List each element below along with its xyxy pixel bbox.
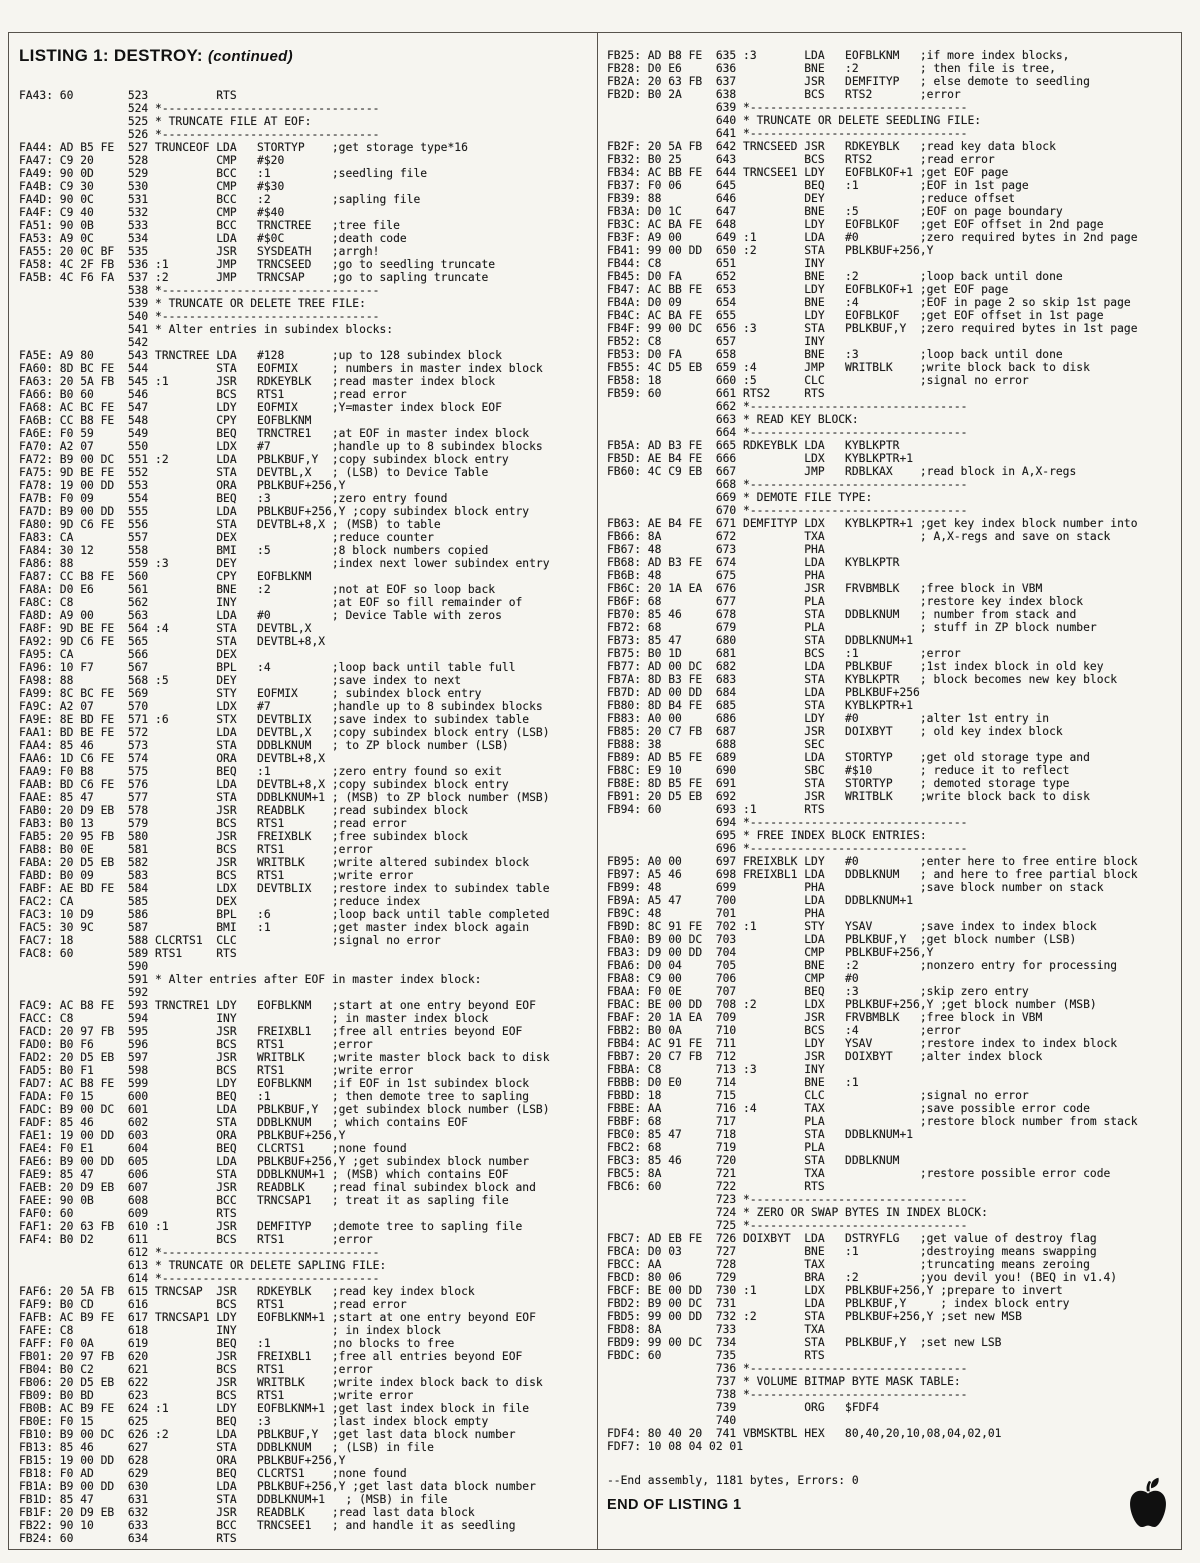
code-line: FBAA: F0 0E 707 BEQ :3 ;skip zero entry [607, 985, 1029, 998]
code-line: FBC6: 60 722 RTS [607, 1180, 825, 1193]
code-line: FA99: 8C BC FE 569 STY EOFMIX ; subindex block entry [19, 687, 482, 700]
code-line: FBCD: 80 06 729 BRA :2 ;you devil you! (BEQ in v1.4) [607, 1271, 1118, 1284]
code-line: 540 *-------------------------------- [19, 310, 380, 323]
code-line: FB15: 19 00 DD 628 ORA PBLKBUF+256,Y [19, 1454, 346, 1467]
code-line: FB10: B9 00 DC 626 :2 LDA PBLKBUF,Y ;get last data block number [19, 1428, 516, 1441]
code-line: FB91: 20 D5 EB 692 JSR WRITBLK ;write block back to disk [607, 790, 1090, 803]
code-line: FA4B: C9 30 530 CMP #$30 [19, 180, 285, 193]
code-line: FAD7: AC B8 FE 599 LDY EOFBLKNM ;if EOF in 1st subindex block [19, 1077, 530, 1090]
code-line: FA66: B0 60 546 BCS RTS1 ;read error [19, 388, 407, 401]
code-line: 641 *-------------------------------- [607, 127, 968, 140]
code-line: FA6E: F0 59 549 BEQ TRNCTRE1 ;at EOF in master index block [19, 427, 530, 440]
code-line: FBA6: D0 04 705 BNE :2 ;nonzero entry for processing [607, 959, 1118, 972]
code-line: FA53: A9 0C 534 LDA #$0C ;death code [19, 232, 407, 245]
code-line: FAF4: B0 D2 611 BCS RTS1 ;error [19, 1233, 373, 1246]
code-line: FB75: B0 1D 681 BCS :1 ;error [607, 647, 961, 660]
code-line: FB63: AE B4 FE 671 DEMFITYP LDX KYBLKPTR+1 ;get key index block number into [607, 517, 1138, 530]
code-line: FB8E: 8D B5 FE 691 STA STORTYP ; demoted storage type [607, 777, 1070, 790]
code-line: 592 [19, 986, 149, 999]
code-line: FAA1: BD BE FE 572 LDA DEVTBL,X ;copy subindex block entry (LSB) [19, 726, 550, 739]
code-line: FBD2: B9 00 DC 731 LDA PBLKBUF,Y ; index block entry [607, 1297, 1070, 1310]
code-line: FAA9: F0 B8 575 BEQ :1 ;zero entry found so exit [19, 765, 502, 778]
code-line: FA92: 9D C6 FE 565 STA DEVTBL+8,X [19, 635, 326, 648]
code-line: 612 *-------------------------------- [19, 1246, 380, 1259]
code-line: FB01: 20 97 FB 620 JSR FREIXBL1 ;free all entries beyond EOF [19, 1350, 523, 1363]
code-line: 663 * READ KEY BLOCK: [607, 413, 859, 426]
code-line: FAA6: 1D C6 FE 574 ORA DEVTBL+8,X [19, 752, 326, 765]
code-line: 670 *-------------------------------- [607, 504, 968, 517]
code-line: FB55: 4C D5 EB 659 :4 JMP WRITBLK ;write block back to disk [607, 361, 1090, 374]
code-line: FB99: 48 699 PHA ;save block number on stack [607, 881, 1104, 894]
code-line: FADA: F0 15 600 BEQ :1 ; then demote tree to sapling [19, 1090, 530, 1103]
code-line: FA8F: 9D BE FE 564 :4 STA DEVTBL,X [19, 622, 312, 635]
code-line: FB4A: D0 09 654 BNE :4 ;EOF in page 2 so skip 1st page [607, 296, 1131, 309]
code-line: FB0B: AC B9 FE 624 :1 LDY EOFBLKNM+1 ;get last index block in file [19, 1402, 530, 1415]
code-line: FBC5: 8A 721 TXA ;restore possible error code [607, 1167, 1111, 1180]
code-line: FBB7: 20 C7 FB 712 JSR DOIXBYT ;alter index block [607, 1050, 1043, 1063]
code-line: FAC7: 18 588 CLCRTS1 CLC ;signal no error [19, 934, 441, 947]
code-line: FB6F: 68 677 PLA ;restore key index block [607, 595, 1084, 608]
code-line: 538 *-------------------------------- [19, 284, 380, 297]
code-line: FAF0: 60 609 RTS [19, 1207, 237, 1220]
code-line: FAE4: F0 E1 604 BEQ CLCRTS1 ;none found [19, 1142, 407, 1155]
code-line: FAB0: 20 D9 EB 578 JSR READBLK ;read subindex block [19, 804, 468, 817]
code-line: FB8C: E9 10 690 SBC #$10 ; reduce it to reflect [607, 764, 1070, 777]
code-line: FBD9: 99 00 DC 734 STA PBLKBUF,Y ;set new LSB [607, 1336, 1002, 1349]
code-line: FB24: 60 634 RTS [19, 1532, 237, 1545]
code-line: FB09: B0 BD 623 BCS RTS1 ;write error [19, 1389, 414, 1402]
code-column-left [19, 89, 550, 1545]
code-line: FBC2: 68 719 PLA [607, 1141, 825, 1154]
code-line: FDF7: 10 08 04 02 01 [607, 1440, 744, 1453]
apple-logo-icon [1127, 1477, 1169, 1533]
code-line: FB95: A0 00 697 FREIXBLK LDY #0 ;enter here to free entire block [607, 855, 1138, 868]
code-line: FB94: 60 693 :1 RTS [607, 803, 825, 816]
code-line: FA75: 9D BE FE 552 STA DEVTBL,X ; (LSB) to Device Table [19, 466, 489, 479]
code-line: FA44: AD B5 FE 527 TRUNCEOF LDA STORTYP ;get storage type*16 [19, 141, 468, 154]
code-line: FB1F: 20 D9 EB 632 JSR READBLK ;read last data block [19, 1506, 475, 1519]
code-line: FB73: 85 47 680 STA DDBLKNUM+1 [607, 634, 914, 647]
code-line: FB6C: 20 1A EA 676 JSR FRVBMBLK ;free block in VBM [607, 582, 1043, 595]
code-line: FB37: F0 06 645 BEQ :1 ;EOF in 1st page [607, 179, 1029, 192]
column-divider [597, 33, 598, 1549]
code-line: FAF6: 20 5A FB 615 TRNCSAP JSR RDKEYBLK ;read key index block [19, 1285, 475, 1298]
code-line: FB3A: D0 1C 647 BNE :5 ;EOF on page boundary [607, 205, 1063, 218]
code-line: FAFE: C8 618 INY ; in index block [19, 1324, 441, 1337]
code-line: 590 [19, 960, 149, 973]
code-line: FACD: 20 97 FB 595 JSR FREIXBL1 ;free all entries beyond EOF [19, 1025, 523, 1038]
code-line: FBD8: 8A 733 TXA [607, 1323, 825, 1336]
code-line: FA96: 10 F7 567 BPL :4 ;loop back until table full [19, 661, 516, 674]
code-line: FB67: 48 673 PHA [607, 543, 825, 556]
code-line: 694 *-------------------------------- [607, 816, 968, 829]
code-line: FABF: AE BD FE 584 LDX DEVTBLIX ;restore index to subindex table [19, 882, 550, 895]
code-line: FADF: 85 46 602 STA DDBLKNUM ; which contains EOF [19, 1116, 468, 1129]
code-line: 524 *-------------------------------- [19, 102, 380, 115]
code-line: FB7D: AD 00 DD 684 LDA PBLKBUF+256 [607, 686, 920, 699]
code-line: FBA8: C9 00 706 CMP #0 [607, 972, 859, 985]
code-line: 591 * Alter entries after EOF in master index block: [19, 973, 482, 986]
code-line: FB89: AD B5 FE 689 LDA STORTYP ;get old storage type and [607, 751, 1090, 764]
code-line: FA5B: 4C F6 FA 537 :2 JMP TRNCSAP ;go to sapling truncate [19, 271, 489, 284]
code-line: 541 * Alter entries in subindex blocks: [19, 323, 394, 336]
code-line: FBBB: D0 E0 714 BNE :1 [607, 1076, 859, 1089]
code-line: FAF9: B0 CD 616 BCS RTS1 ;read error [19, 1298, 407, 1311]
code-line: FA47: C9 20 528 CMP #$20 [19, 154, 285, 167]
code-line: FAE9: 85 47 606 STA DDBLKNUM+1 ; (MSB) which contains EOF [19, 1168, 509, 1181]
code-line: FAC3: 10 D9 586 BPL :6 ;loop back until table completed [19, 908, 550, 921]
code-line: FA63: 20 5A FB 545 :1 JSR RDKEYBLK ;read master index block [19, 375, 496, 388]
code-line: FBBF: 68 717 PLA ;restore block number from stack [607, 1115, 1138, 1128]
code-line: FB18: F0 AD 629 BEQ CLCRTS1 ;none found [19, 1467, 407, 1480]
code-line: 725 *-------------------------------- [607, 1219, 968, 1232]
code-line: FB1D: 85 47 631 STA DDBLKNUM+1 ; (MSB) in file [19, 1493, 448, 1506]
code-line: FB2D: B0 2A 638 BCS RTS2 ;error [607, 88, 961, 101]
code-line: 696 *-------------------------------- [607, 842, 968, 855]
code-line: FBCC: AA 728 TAX ;truncating means zeroing [607, 1258, 1090, 1271]
code-line: FB9A: A5 47 700 LDA DDBLKNUM+1 [607, 894, 914, 907]
code-line: FAAB: BD C6 FE 576 LDA DEVTBL+8,X ;copy subindex block entry [19, 778, 509, 791]
code-line: FBCA: D0 03 727 BNE :1 ;destroying means swapping [607, 1245, 1097, 1258]
code-line: FA58: 4C 2F FB 536 :1 JMP TRNCSEED ;go to seedling truncate [19, 258, 496, 271]
code-line: FAEE: 90 0B 608 BCC TRNCSAP1 ; treat it as sapling file [19, 1194, 509, 1207]
code-line: FB77: AD 00 DC 682 LDA PBLKBUF ;1st index block in old key [607, 660, 1104, 673]
code-line: FAD2: 20 D5 EB 597 JSR WRITBLK ;write master block back to disk [19, 1051, 550, 1064]
code-line: FAC9: AC B8 FE 593 TRNCTRE1 LDY EOFBLKNM ;start at one entry beyond EOF [19, 999, 536, 1012]
code-line: FAD0: B0 F6 596 BCS RTS1 ;error [19, 1038, 373, 1051]
code-line: FBBA: C8 713 :3 INY [607, 1063, 825, 1076]
code-line: FB44: C8 651 INY [607, 257, 825, 270]
code-line: FBDC: 60 735 RTS [607, 1349, 825, 1362]
code-line: FA4D: 90 0C 531 BCC :2 ;sapling file [19, 193, 421, 206]
code-line: 542 [19, 336, 149, 349]
code-line: FA55: 20 0C BF 535 JSR SYSDEATH ;arrgh! [19, 245, 380, 258]
listing-continued: (continued) [207, 48, 293, 65]
code-line: FABD: B0 09 583 BCS RTS1 ;write error [19, 869, 414, 882]
code-line: 738 *-------------------------------- [607, 1388, 968, 1401]
code-line: FB32: B0 25 643 BCS RTS2 ;read error [607, 153, 995, 166]
code-line: FB66: 8A 672 TXA ; A,X-regs and save on stack [607, 530, 1111, 543]
code-line: FA8D: A9 00 563 LDA #0 ; Device Table with zeros [19, 609, 502, 622]
code-line: FA72: B9 00 DC 551 :2 LDA PBLKBUF,Y ;copy subindex block entry [19, 453, 509, 466]
code-line: 723 *-------------------------------- [607, 1193, 968, 1206]
listing-frame [8, 32, 1182, 1550]
code-line: 695 * FREE INDEX BLOCK ENTRIES: [607, 829, 927, 842]
code-line: FAD5: B0 F1 598 BCS RTS1 ;write error [19, 1064, 414, 1077]
code-line: 539 * TRUNCATE OR DELETE TREE FILE: [19, 297, 366, 310]
code-line: FB53: D0 FA 658 BNE :3 ;loop back until done [607, 348, 1063, 361]
code-line: FBA3: D9 00 DD 704 CMP PBLKBUF+256,Y [607, 946, 934, 959]
code-line: 737 * VOLUME BITMAP BYTE MASK TABLE: [607, 1375, 961, 1388]
code-line: FB70: 85 46 678 STA DDBLKNUM ; number from stack and [607, 608, 1077, 621]
code-line: FA84: 30 12 558 BMI :5 ;8 block numbers copied [19, 544, 489, 557]
code-line: FAC5: 30 9C 587 BMI :1 ;get master index block again [19, 921, 530, 934]
code-line: FBB4: AC 91 FE 711 LDY YSAV ;restore index to index block [607, 1037, 1118, 1050]
code-line: FB88: 38 688 SEC [607, 738, 825, 751]
code-line: FA6B: CC B8 FE 548 CPY EOFBLKNM [19, 414, 312, 427]
code-line: 613 * TRUNCATE OR DELETE SAPLING FILE: [19, 1259, 387, 1272]
code-line: FBBE: AA 716 :4 TAX ;save possible error code [607, 1102, 1090, 1115]
code-line: FB28: D0 E6 636 BNE :2 ; then file is tree, [607, 62, 1056, 75]
code-line: FA9E: 8E BD FE 571 :6 STX DEVTBLIX ;save index to subindex table [19, 713, 530, 726]
code-line: FB34: AC BB FE 644 TRNCSEE1 LDY EOFBLKOF+1 ;get EOF page [607, 166, 1009, 179]
code-line: 736 *-------------------------------- [607, 1362, 968, 1375]
code-line: FA7B: F0 09 554 BEQ :3 ;zero entry found [19, 492, 448, 505]
code-line: FA5E: A9 80 543 TRNCTREE LDA #128 ;up to 128 subindex block [19, 349, 502, 362]
code-line: FB47: AC BB FE 653 LDY EOFBLKOF+1 ;get EOF page [607, 283, 1009, 296]
code-line: FA43: 60 523 RTS [19, 89, 237, 102]
code-line: FB60: 4C C9 EB 667 JMP RDBLKAX ;read block in A,X-regs [607, 465, 1077, 478]
code-line: FB41: 99 00 DD 650 :2 STA PBLKBUF+256,Y [607, 244, 934, 257]
code-line: FADC: B9 00 DC 601 LDA PBLKBUF,Y ;get subindex block number (LSB) [19, 1103, 550, 1116]
code-line: 669 * DEMOTE FILE TYPE: [607, 491, 873, 504]
code-line: FA70: A2 07 550 LDX #7 ;handle up to 8 subindex blocks [19, 440, 543, 453]
code-line: FACC: C8 594 INY ; in master index block [19, 1012, 489, 1025]
code-line: FA9C: A2 07 570 LDX #7 ;handle up to 8 subindex blocks [19, 700, 543, 713]
code-line: FB13: 85 46 627 STA DDBLKNUM ; (LSB) in file [19, 1441, 434, 1454]
code-line: FB9D: 8C 91 FE 702 :1 STY YSAV ;save index to index block [607, 920, 1097, 933]
code-line: FB4C: AC BA FE 655 LDY EOFBLKOF ;get EOF offset in 1st page [607, 309, 1104, 322]
end-assembly-note: --End assembly, 1181 bytes, Errors: 0 [607, 1474, 859, 1487]
listing-title: LISTING 1: DESTROY: [19, 46, 203, 65]
code-line: FB45: D0 FA 652 BNE :2 ;loop back until done [607, 270, 1063, 283]
code-line: FAEB: 20 D9 EB 607 JSR READBLK ;read final subindex block and [19, 1181, 536, 1194]
code-line: FB59: 60 661 RTS2 RTS [607, 387, 825, 400]
code-line: FAA4: 85 46 573 STA DDBLKNUM ; to ZP block number (LSB) [19, 739, 509, 752]
code-line: FB68: AD B3 FE 674 LDA KYBLKPTR [607, 556, 900, 569]
code-line: FA95: CA 566 DEX [19, 648, 237, 661]
code-line: FAB3: B0 13 579 BCS RTS1 ;read error [19, 817, 407, 830]
code-line: FAAE: 85 47 577 STA DDBLKNUM+1 ; (MSB) to ZP block number (MSB) [19, 791, 550, 804]
code-line: 662 *-------------------------------- [607, 400, 968, 413]
code-line: 640 * TRUNCATE OR DELETE SEEDLING FILE: [607, 114, 982, 127]
code-line: FA60: 8D BC FE 544 STA EOFMIX ; numbers in master index block [19, 362, 543, 375]
code-line: FA83: CA 557 DEX ;reduce counter [19, 531, 434, 544]
code-line: FB97: A5 46 698 FREIXBL1 LDA DDBLKNUM ; and here to free partial block [607, 868, 1138, 881]
code-line: FB25: AD B8 FE 635 :3 LDA EOFBLKNM ;if more index blocks, [607, 49, 1070, 62]
code-line: FB5A: AD B3 FE 665 RDKEYBLK LDA KYBLKPTR [607, 439, 900, 452]
code-line: FB22: 90 10 633 BCC TRNCSEE1 ; and handle it as seedling [19, 1519, 516, 1532]
code-line: FBBD: 18 715 CLC ;signal no error [607, 1089, 1029, 1102]
code-line: FAC2: CA 585 DEX ;reduce index [19, 895, 421, 908]
code-line: FDF4: 80 40 20 741 VBMSKTBL HEX 80,40,20,10,08,04,02,01 [607, 1427, 1002, 1440]
code-line: FABA: 20 D5 EB 582 JSR WRITBLK ;write altered subindex block [19, 856, 530, 869]
code-line: FBC3: 85 46 720 STA DDBLKNUM [607, 1154, 900, 1167]
code-line: FB83: A0 00 686 LDY #0 ;alter 1st entry in [607, 712, 1050, 725]
code-line: FB72: 68 679 PLA ; stuff in ZP block number [607, 621, 1097, 634]
code-line: FA8C: C8 562 INY ;at EOF so fill remainder of [19, 596, 523, 609]
code-line: FAF1: 20 63 FB 610 :1 JSR DEMFITYP ;demote tree to sapling file [19, 1220, 523, 1233]
code-column-right [607, 49, 1138, 1453]
code-line: FA68: AC BC FE 547 LDY EOFMIX ;Y=master index block EOF [19, 401, 502, 414]
code-line: FBAC: BE 00 DD 708 :2 LDX PBLKBUF+256,Y ;get block number (MSB) [607, 998, 1097, 1011]
code-line: FB5D: AE B4 FE 666 LDX KYBLKPTR+1 [607, 452, 914, 465]
page-title [19, 46, 293, 66]
code-line: FA87: CC B8 FE 560 CPY EOFBLKNM [19, 570, 312, 583]
code-line: FA51: 90 0B 533 BCC TRNCTREE ;tree file [19, 219, 400, 232]
code-line: 526 *-------------------------------- [19, 128, 380, 141]
code-line: FB4F: 99 00 DC 656 :3 STA PBLKBUF,Y ;zero required bytes in 1st page [607, 322, 1138, 335]
code-line: FBB2: B0 0A 710 BCS :4 ;error [607, 1024, 961, 1037]
code-line: FB52: C8 657 INY [607, 335, 825, 348]
code-line: 668 *-------------------------------- [607, 478, 968, 491]
code-line: FAFB: AC B9 FE 617 TRNCSAP1 LDY EOFBLKNM+1 ;start at one entry beyond EOF [19, 1311, 536, 1324]
code-line: FA7D: B9 00 DD 555 LDA PBLKBUF+256,Y ;copy subindex block entry [19, 505, 530, 518]
code-line: FA98: 88 568 :5 DEY ;save index to next [19, 674, 462, 687]
code-line: FB80: 8D B4 FE 685 STA KYBLKPTR+1 [607, 699, 914, 712]
code-line: FAB5: 20 95 FB 580 JSR FREIXBLK ;free subindex block [19, 830, 468, 843]
end-of-listing-label: END OF LISTING 1 [607, 1497, 742, 1513]
code-line: 639 *-------------------------------- [607, 101, 968, 114]
code-line: FB39: 88 646 DEY ;reduce offset [607, 192, 1016, 205]
code-line: FB1A: B9 00 DD 630 LDA PBLKBUF+256,Y ;get last data block number [19, 1480, 536, 1493]
code-line: 724 * ZERO OR SWAP BYTES IN INDEX BLOCK: [607, 1206, 988, 1219]
code-line: FAE1: 19 00 DD 603 ORA PBLKBUF+256,Y [19, 1129, 346, 1142]
code-line: FA80: 9D C6 FE 556 STA DEVTBL+8,X ; (MSB) to table [19, 518, 441, 531]
code-line: FA8A: D0 E6 561 BNE :2 ;not at EOF so loop back [19, 583, 496, 596]
code-line: FB06: 20 D5 EB 622 JSR WRITBLK ;write index block back to disk [19, 1376, 543, 1389]
code-line: FAC8: 60 589 RTS1 RTS [19, 947, 237, 960]
code-line: FB04: B0 C2 621 BCS RTS1 ;error [19, 1363, 373, 1376]
code-line: FA4F: C9 40 532 CMP #$40 [19, 206, 285, 219]
code-line: FBD5: 99 00 DD 732 :2 STA PBLKBUF+256,Y ;set new MSB [607, 1310, 1022, 1323]
code-line: FB3F: A9 00 649 :1 LDA #0 ;zero required bytes in 2nd page [607, 231, 1138, 244]
code-line: FBC7: AD EB FE 726 DOIXBYT LDA DSTRYFLG ;get value of destroy flag [607, 1232, 1097, 1245]
code-line: FBCF: BE 00 DD 730 :1 LDX PBLKBUF+256,Y ;prepare to invert [607, 1284, 1063, 1297]
code-line: FB85: 20 C7 FB 687 JSR DOIXBYT ; old key index block [607, 725, 1063, 738]
code-line: FB58: 18 660 :5 CLC ;signal no error [607, 374, 1029, 387]
code-line: 664 *-------------------------------- [607, 426, 968, 439]
code-line: 614 *-------------------------------- [19, 1272, 380, 1285]
code-line: FBAF: 20 1A EA 709 JSR FRVBMBLK ;free block in VBM [607, 1011, 1043, 1024]
code-line: FAB8: B0 0E 581 BCS RTS1 ;error [19, 843, 373, 856]
code-line: FB3C: AC BA FE 648 LDY EOFBLKOF ;get EOF offset in 2nd page [607, 218, 1104, 231]
code-line: FB6B: 48 675 PHA [607, 569, 825, 582]
code-line: FBA0: B9 00 DC 703 LDA PBLKBUF,Y ;get block number (LSB) [607, 933, 1077, 946]
code-line: 525 * TRUNCATE FILE AT EOF: [19, 115, 312, 128]
code-line: FA49: 90 0D 529 BCC :1 ;seedling file [19, 167, 428, 180]
code-line: FAFF: F0 0A 619 BEQ :1 ;no blocks to free [19, 1337, 455, 1350]
code-line: FAE6: B9 00 DD 605 LDA PBLKBUF+256,Y ;get subindex block number [19, 1155, 530, 1168]
code-line: FB2A: 20 63 FB 637 JSR DEMFITYP ; else demote to seedling [607, 75, 1090, 88]
code-line: FB9C: 48 701 PHA [607, 907, 825, 920]
code-line: FA86: 88 559 :3 DEY ;index next lower subindex entry [19, 557, 550, 570]
code-line: FBC0: 85 47 718 STA DDBLKNUM+1 [607, 1128, 914, 1141]
code-line: FB2F: 20 5A FB 642 TRNCSEED JSR RDKEYBLK ;read key data block [607, 140, 1056, 153]
code-line: 740 [607, 1414, 737, 1427]
code-line: FA78: 19 00 DD 553 ORA PBLKBUF+256,Y [19, 479, 346, 492]
code-line: FB0E: F0 15 625 BEQ :3 ;last index block empty [19, 1415, 489, 1428]
code-line: FB7A: 8D B3 FE 683 STA KYBLKPTR ; block becomes new key block [607, 673, 1118, 686]
code-line: 739 ORG $FDF4 [607, 1401, 880, 1414]
